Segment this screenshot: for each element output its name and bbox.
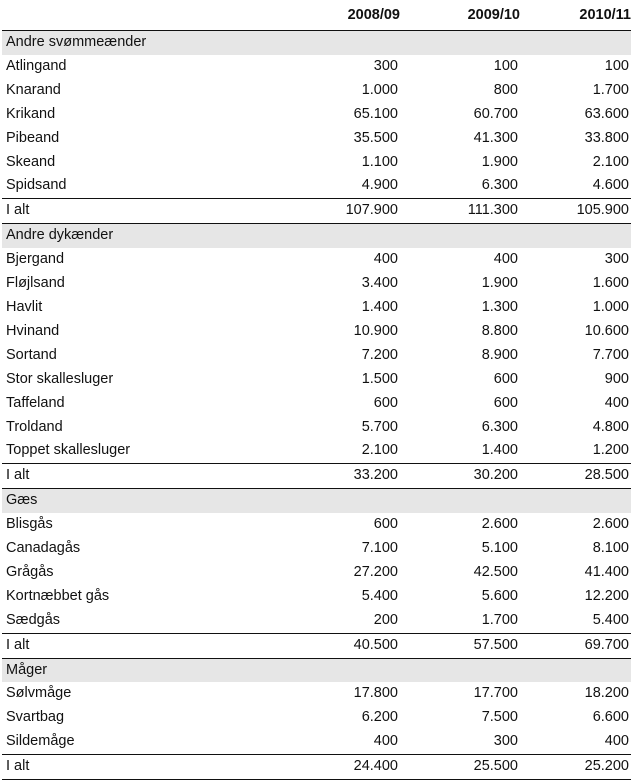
count-cell: 1.200 [592, 442, 629, 459]
count-cell: 1.500 [361, 370, 398, 387]
header-blank [2, 0, 246, 31]
total-label: I alt [2, 199, 246, 224]
section-header-row [2, 658, 631, 682]
section-title: Gæs [2, 489, 631, 513]
species-name: Sølvmåge [6, 685, 72, 702]
count-cell: 41.300 [473, 129, 518, 146]
count-cell: 2.100 [361, 442, 398, 459]
species-name: Sædgås [6, 611, 61, 628]
table-row [2, 368, 631, 392]
table-row [2, 730, 631, 754]
count-cell: 4.900 [361, 177, 398, 194]
total-cell: 24.400 [246, 755, 400, 780]
count-cell: 100 [493, 57, 518, 74]
count-cell: 5.600 [481, 587, 518, 604]
table-row [2, 174, 631, 198]
species-name: Stor skallesluger [6, 370, 114, 387]
species-name: Svartbag [6, 709, 65, 726]
species-name: Fløjlsand [6, 275, 65, 292]
total-label: I alt [2, 464, 246, 489]
species-name: Grågås [6, 563, 54, 580]
count-cell: 42.500 [473, 563, 518, 580]
count-cell: 1.000 [592, 298, 629, 315]
count-cell: 6.600 [592, 709, 629, 726]
count-cell: 5.400 [361, 587, 398, 604]
count-cell: 5.400 [592, 611, 629, 628]
table-row [2, 127, 631, 151]
count-cell: 600 [373, 516, 398, 533]
table-row [2, 272, 631, 296]
count-cell: 200 [373, 611, 398, 628]
count-cell: 7.700 [592, 346, 629, 363]
table-row [2, 151, 631, 175]
table-row [2, 392, 631, 416]
table-row [2, 296, 631, 320]
count-cell: 1.900 [481, 153, 518, 170]
count-cell: 600 [373, 394, 398, 411]
count-cell: 300 [373, 57, 398, 74]
species-name: Sildemåge [6, 733, 75, 750]
count-cell: 600 [493, 394, 518, 411]
count-cell: 4.800 [592, 418, 629, 435]
table-row [2, 416, 631, 440]
table-row [2, 585, 631, 609]
header-season: 2008/09 [246, 0, 400, 31]
count-cell: 5.100 [481, 540, 518, 557]
header-season: 2010/11 [520, 0, 631, 31]
count-cell: 2.600 [481, 516, 518, 533]
species-name: Atlingand [6, 57, 67, 74]
count-cell: 800 [493, 81, 518, 98]
count-cell: 1.900 [481, 275, 518, 292]
bird-statistics-table [2, 0, 631, 780]
count-cell: 10.900 [353, 322, 398, 339]
total-cell: 111.300 [400, 199, 520, 224]
count-cell: 3.400 [361, 275, 398, 292]
total-cell: 28.500 [520, 464, 631, 489]
section-header-row [2, 489, 631, 513]
count-cell: 600 [493, 370, 518, 387]
table-row [2, 320, 631, 344]
count-cell: 1.400 [481, 442, 518, 459]
table-row [2, 706, 631, 730]
total-cell: 25.200 [520, 755, 631, 780]
table-row [2, 609, 631, 633]
species-name: Pibeand [6, 129, 60, 146]
species-name: Spidsand [6, 177, 67, 194]
count-cell: 18.200 [584, 685, 629, 702]
header-season: 2009/10 [400, 0, 520, 31]
species-name: Taffeland [6, 394, 65, 411]
count-cell: 6.200 [361, 709, 398, 726]
table-row [2, 55, 631, 79]
species-name: Troldand [6, 418, 63, 435]
table-row [2, 344, 631, 368]
count-cell: 900 [604, 370, 629, 387]
count-cell: 400 [373, 733, 398, 750]
section-title: Måger [2, 658, 631, 682]
section-header-row [2, 224, 631, 248]
total-cell: 69.700 [520, 633, 631, 658]
count-cell: 8.800 [481, 322, 518, 339]
count-cell: 1.300 [481, 298, 518, 315]
count-cell: 300 [604, 251, 629, 268]
total-row [2, 199, 631, 224]
table-body [2, 31, 631, 780]
total-cell: 107.900 [246, 199, 400, 224]
section-title: Andre dykænder [2, 224, 631, 248]
count-cell: 1.000 [361, 81, 398, 98]
total-row [2, 464, 631, 489]
count-cell: 7.200 [361, 346, 398, 363]
species-name: Sortand [6, 346, 57, 363]
total-cell: 25.500 [400, 755, 520, 780]
count-cell: 6.300 [481, 177, 518, 194]
count-cell: 27.200 [353, 563, 398, 580]
count-cell: 1.400 [361, 298, 398, 315]
table-row [2, 439, 631, 463]
count-cell: 5.700 [361, 418, 398, 435]
count-cell: 1.700 [592, 81, 629, 98]
section-header-row [2, 31, 631, 55]
count-cell: 2.600 [592, 516, 629, 533]
count-cell: 35.500 [353, 129, 398, 146]
species-name: Kortnæbbet gås [6, 587, 110, 604]
count-cell: 8.900 [481, 346, 518, 363]
total-cell: 30.200 [400, 464, 520, 489]
header-row [2, 0, 631, 31]
count-cell: 63.600 [584, 105, 629, 122]
count-cell: 33.800 [584, 129, 629, 146]
total-row [2, 633, 631, 658]
count-cell: 12.200 [584, 587, 629, 604]
count-cell: 400 [493, 251, 518, 268]
table-row [2, 682, 631, 706]
count-cell: 8.100 [592, 540, 629, 557]
count-cell: 1.600 [592, 275, 629, 292]
species-name: Knarand [6, 81, 61, 98]
count-cell: 400 [604, 733, 629, 750]
total-cell: 105.900 [520, 199, 631, 224]
count-cell: 400 [373, 251, 398, 268]
total-cell: 57.500 [400, 633, 520, 658]
species-name: Skeand [6, 153, 56, 170]
count-cell: 41.400 [584, 563, 629, 580]
total-cell: 33.200 [246, 464, 400, 489]
table-row [2, 103, 631, 127]
count-cell: 7.500 [481, 709, 518, 726]
table-row [2, 79, 631, 103]
count-cell: 10.600 [584, 322, 629, 339]
species-name: Blisgås [6, 516, 53, 533]
count-cell: 60.700 [473, 105, 518, 122]
species-name: Toppet skallesluger [6, 442, 131, 459]
count-cell: 65.100 [353, 105, 398, 122]
total-label: I alt [2, 755, 246, 780]
count-cell: 100 [604, 57, 629, 74]
total-label: I alt [2, 633, 246, 658]
table-row [2, 248, 631, 272]
table-row [2, 513, 631, 537]
count-cell: 7.100 [361, 540, 398, 557]
species-name: Bjergand [6, 251, 65, 268]
table-row [2, 561, 631, 585]
total-cell: 40.500 [246, 633, 400, 658]
count-cell: 2.100 [592, 153, 629, 170]
count-cell: 1.700 [481, 611, 518, 628]
section-title: Andre svømmeænder [2, 31, 631, 55]
count-cell: 17.700 [473, 685, 518, 702]
count-cell: 400 [604, 394, 629, 411]
table-row [2, 537, 631, 561]
count-cell: 6.300 [481, 418, 518, 435]
species-name: Krikand [6, 105, 56, 122]
species-name: Havlit [6, 298, 43, 315]
count-cell: 1.100 [361, 153, 398, 170]
species-name: Canadagås [6, 540, 81, 557]
species-name: Hvinand [6, 322, 60, 339]
count-cell: 17.800 [353, 685, 398, 702]
total-row [2, 755, 631, 780]
count-cell: 4.600 [592, 177, 629, 194]
count-cell: 300 [493, 733, 518, 750]
